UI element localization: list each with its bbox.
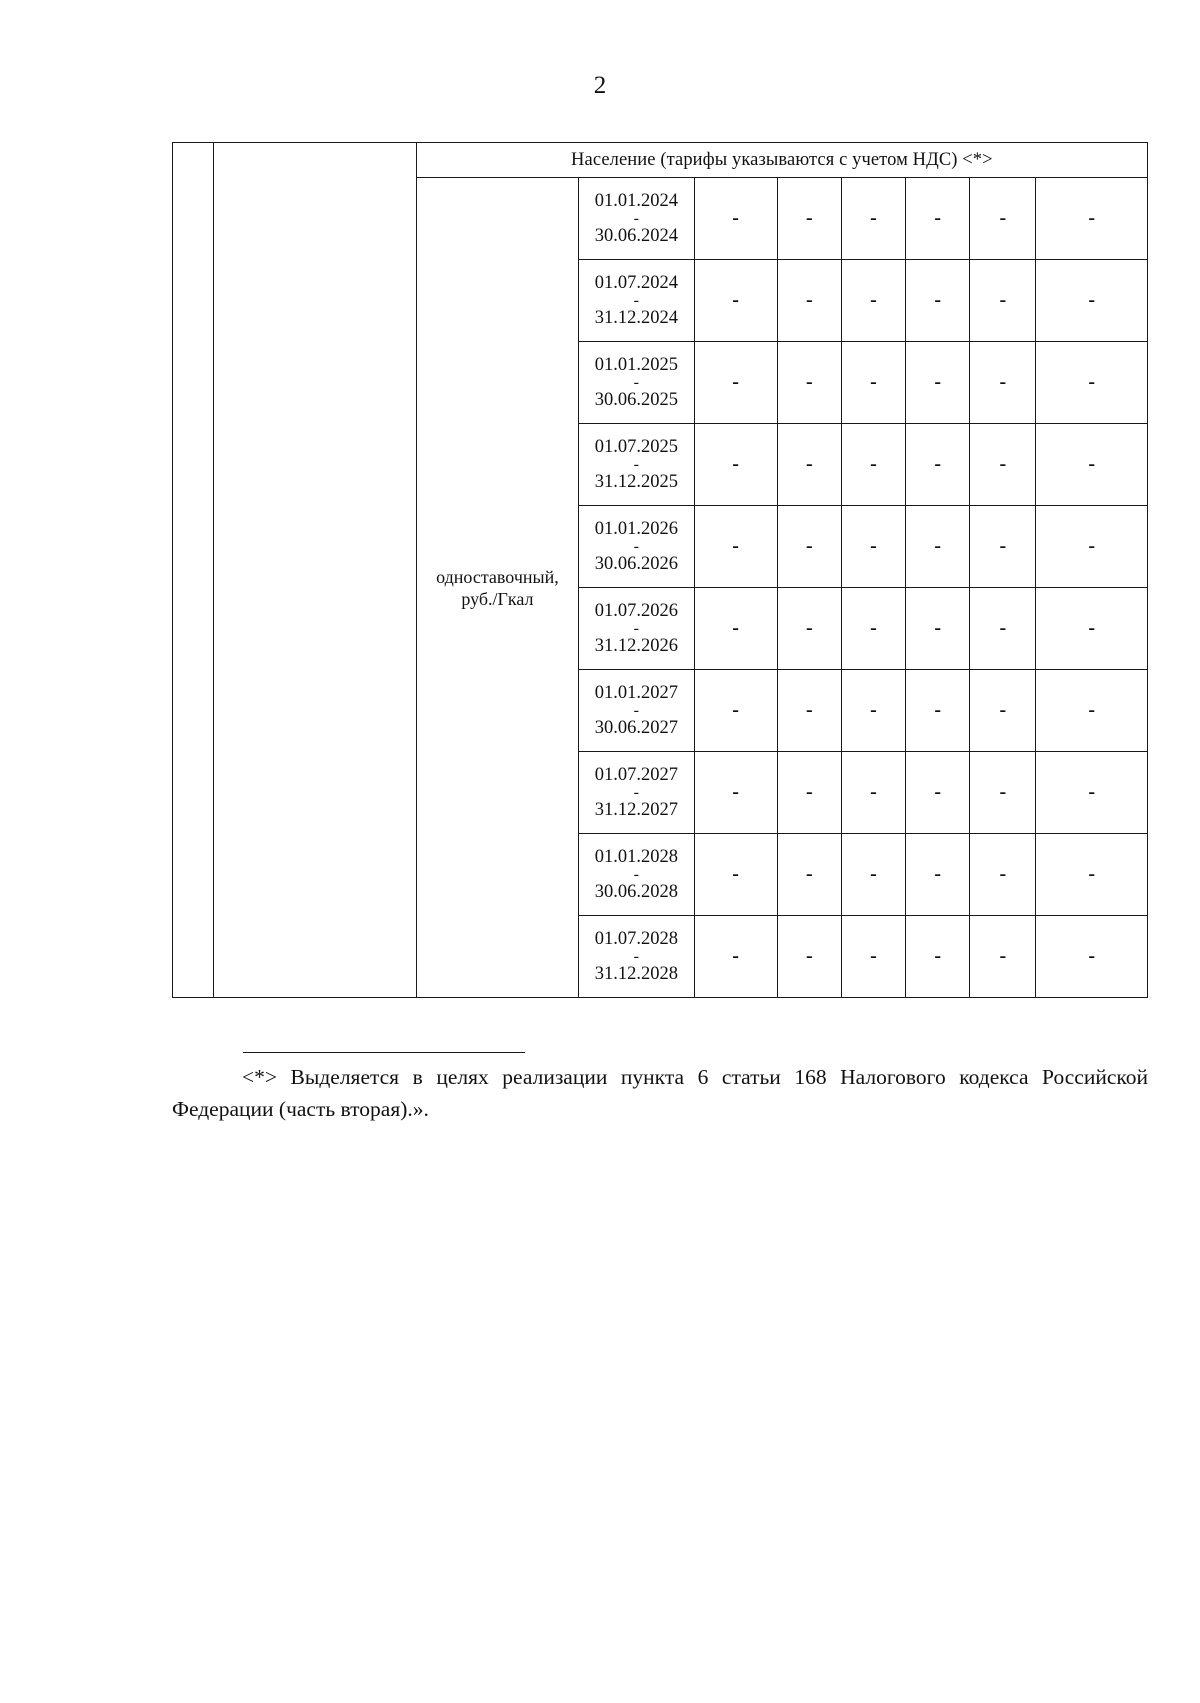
tariff-table-body: [173, 143, 1148, 998]
population-header: Население (тарифы указываются с учетом НДС) <*>: [416, 143, 1147, 178]
footnote-text: <*> Выделяется в целях реализации пункта 6 статьи 168 Налогового кодекса Российской Федерации (часть вторая).».: [172, 1065, 1148, 1121]
period-cell: [579, 424, 694, 506]
period-start: 01.01.2028: [594, 847, 678, 867]
tariff-value-cell: -: [694, 178, 777, 260]
period-end: 30.06.2025: [594, 389, 678, 410]
period-separator: -: [633, 291, 639, 309]
tariff-value-cell: -: [841, 506, 905, 588]
period-end: 30.06.2024: [594, 225, 678, 246]
tariff-value-cell: -: [777, 670, 841, 752]
period-separator: -: [633, 537, 639, 555]
tariff-value-cell: -: [841, 424, 905, 506]
tariff-value-cell: -: [906, 916, 970, 998]
tariff-value-cell: -: [841, 342, 905, 424]
tariff-value-cell: -: [777, 916, 841, 998]
period-separator: -: [633, 209, 639, 227]
tariff-value-cell: -: [1036, 752, 1148, 834]
tariff-value-cell: -: [970, 588, 1036, 670]
tariff-value-cell: -: [1036, 916, 1148, 998]
period-cell: [579, 260, 694, 342]
tariff-value-cell: -: [1036, 424, 1148, 506]
tariff-value-cell: -: [906, 588, 970, 670]
tariff-value-cell: -: [906, 752, 970, 834]
tariff-value-cell: -: [1036, 342, 1148, 424]
tariff-value-cell: -: [777, 506, 841, 588]
tariff-value-cell: -: [694, 424, 777, 506]
tariff-value-cell: -: [777, 424, 841, 506]
tariff-value-cell: -: [906, 834, 970, 916]
period-cell: [579, 342, 694, 424]
tariff-value-cell: -: [777, 342, 841, 424]
table-header-row: [173, 143, 1148, 178]
unit-label: руб./Гкал: [461, 588, 534, 609]
period-start: 01.07.2028: [594, 929, 678, 949]
period-start: 01.01.2026: [594, 519, 678, 539]
tariff-value-cell: -: [1036, 506, 1148, 588]
tariff-table: [172, 142, 1148, 998]
period-cell: [579, 588, 694, 670]
period-start: 01.07.2027: [594, 765, 678, 785]
period-cell: [579, 506, 694, 588]
period-end: 31.12.2026: [594, 635, 678, 656]
tariff-value-cell: -: [1036, 260, 1148, 342]
period-start: 01.07.2024: [594, 273, 678, 293]
tariff-value-cell: -: [970, 834, 1036, 916]
tariff-value-cell: -: [970, 424, 1036, 506]
period-cell: [579, 916, 694, 998]
tariff-value-cell: -: [970, 752, 1036, 834]
period-separator: -: [633, 701, 639, 719]
tariff-value-cell: -: [970, 260, 1036, 342]
tariff-value-cell: -: [970, 506, 1036, 588]
tariff-value-cell: -: [970, 342, 1036, 424]
period-cell: [579, 834, 694, 916]
tariff-value-cell: -: [694, 916, 777, 998]
tariff-value-cell: -: [777, 834, 841, 916]
period-cell: [579, 752, 694, 834]
footnote-divider: [243, 1052, 525, 1053]
period-separator: -: [633, 373, 639, 391]
empty-number-cell: [173, 143, 214, 998]
tariff-value-cell: -: [970, 178, 1036, 260]
tariff-value-cell: -: [1036, 588, 1148, 670]
period-separator: -: [633, 783, 639, 801]
tariff-value-cell: -: [906, 670, 970, 752]
period-cell: [579, 178, 694, 260]
period-start: 01.07.2025: [594, 437, 678, 457]
tariff-value-cell: -: [906, 178, 970, 260]
period-end: 30.06.2027: [594, 717, 678, 738]
tariff-value-cell: -: [841, 916, 905, 998]
tariff-value-cell: -: [841, 178, 905, 260]
tariff-value-cell: -: [841, 588, 905, 670]
tariff-value-cell: -: [1036, 178, 1148, 260]
tariff-value-cell: -: [841, 834, 905, 916]
period-end: 31.12.2025: [594, 471, 678, 492]
tariff-value-cell: -: [694, 588, 777, 670]
period-start: 01.01.2024: [594, 191, 678, 211]
period-start: 01.01.2027: [594, 683, 678, 703]
period-separator: -: [633, 619, 639, 637]
tariff-value-cell: -: [906, 260, 970, 342]
period-separator: -: [633, 865, 639, 883]
tariff-value-cell: -: [841, 260, 905, 342]
tariff-value-cell: -: [906, 342, 970, 424]
tariff-value-cell: -: [777, 178, 841, 260]
period-end: 31.12.2028: [594, 963, 678, 984]
period-end: 30.06.2028: [594, 881, 678, 902]
period-end: 30.06.2026: [594, 553, 678, 574]
tariff-value-cell: -: [906, 506, 970, 588]
tariff-value-cell: -: [694, 342, 777, 424]
empty-name-cell: [214, 143, 417, 998]
tariff-value-cell: -: [1036, 834, 1148, 916]
period-separator: -: [633, 455, 639, 473]
tariff-value-cell: -: [777, 752, 841, 834]
tariff-value-cell: -: [694, 834, 777, 916]
tariff-value-cell: -: [694, 752, 777, 834]
tariff-value-cell: -: [970, 916, 1036, 998]
period-cell: [579, 670, 694, 752]
period-end: 31.12.2027: [594, 799, 678, 820]
tariff-value-cell: -: [777, 260, 841, 342]
period-end: 31.12.2024: [594, 307, 678, 328]
unit-cell: [416, 178, 578, 998]
tariff-value-cell: -: [906, 424, 970, 506]
period-start: 01.01.2025: [594, 355, 678, 375]
tariff-value-cell: -: [694, 506, 777, 588]
tariff-value-cell: -: [841, 670, 905, 752]
tariff-value-cell: -: [777, 588, 841, 670]
page-number: 2: [593, 72, 607, 99]
tariff-value-cell: -: [1036, 670, 1148, 752]
tariff-value-cell: -: [694, 260, 777, 342]
period-separator: -: [633, 947, 639, 965]
tariff-value-cell: -: [970, 670, 1036, 752]
tariff-value-cell: -: [694, 670, 777, 752]
unit-label: одноставочный,: [436, 566, 559, 587]
tariff-value-cell: -: [841, 752, 905, 834]
period-start: 01.07.2026: [594, 601, 678, 621]
